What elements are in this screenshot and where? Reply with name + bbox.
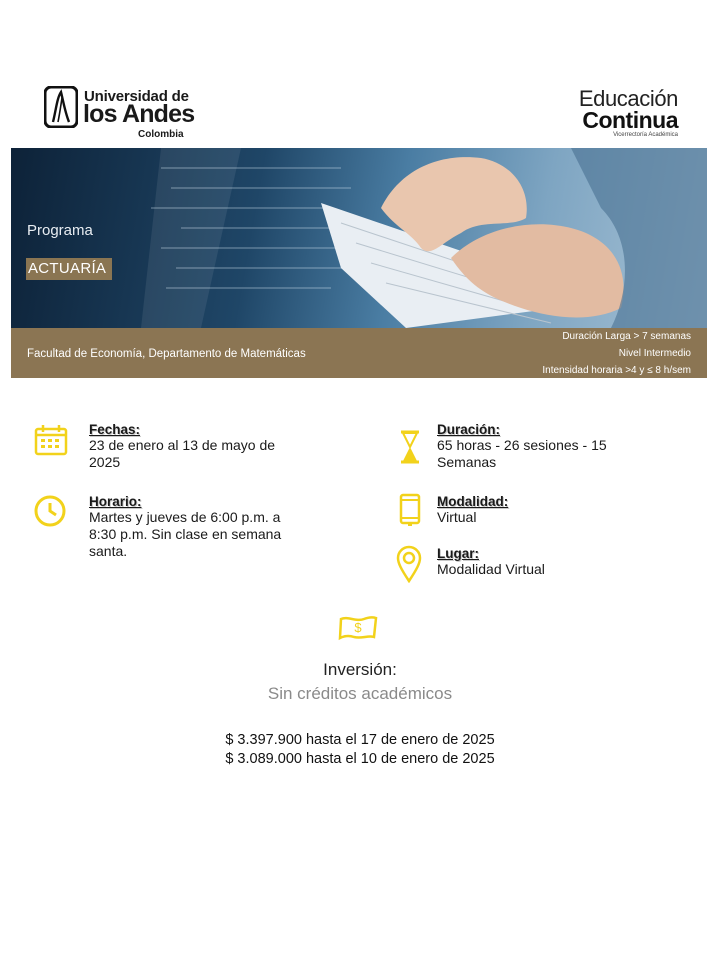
modalidad-value: Virtual: [437, 509, 477, 525]
lugar-value: Modalidad Virtual: [437, 561, 545, 577]
duracion-block: [437, 422, 637, 471]
level-text: Nivel Intermedio: [618, 348, 691, 359]
hourglass-icon: [399, 430, 421, 464]
intensity-text: Intensidad horaria >4 y ≤ 8 h/sem: [542, 365, 691, 376]
horario-label: Horario:: [89, 494, 142, 509]
price-line-1: $ 3.397.900 hasta el 17 de enero de 2025: [225, 732, 495, 748]
horario-value: Martes y jueves de 6:00 p.m. a 8:30 p.m. Sin clase en semana santa.: [89, 509, 282, 559]
money-icon: [338, 613, 378, 641]
clock-icon: [33, 494, 67, 528]
program-title-box: [26, 258, 112, 280]
horario-block: [89, 494, 299, 560]
andes-line2: los Andes: [83, 100, 195, 128]
fechas-block: [89, 422, 299, 471]
duracion-value: 65 horas - 26 sesiones - 15 Semanas: [437, 437, 607, 470]
educacion-continua-logo: [548, 86, 678, 146]
lugar-label: Lugar:: [437, 546, 479, 561]
fechas-label: Fechas:: [89, 422, 141, 437]
investment-title: Inversión:: [323, 660, 397, 679]
duration-type-text: Duración Larga > 7 semanas: [562, 331, 691, 342]
program-label: Programa: [27, 222, 93, 239]
faculty-text: Facultad de Economía, Departamento de Matemáticas: [27, 348, 306, 360]
investment-subtitle: Sin créditos académicos: [267, 684, 453, 703]
fechas-value: 23 de enero al 13 de mayo de 2025: [89, 437, 276, 470]
lugar-block: [437, 546, 637, 578]
modalidad-label: Modalidad:: [437, 494, 509, 509]
ec-line3: Vicerrectoría Académica: [613, 132, 678, 138]
program-title: ACTUARÍA: [28, 260, 107, 277]
ec-line2: Continua: [582, 107, 678, 133]
duracion-label: Duración:: [437, 422, 501, 437]
location-pin-icon: [396, 545, 422, 583]
svg-text:$: $: [354, 620, 362, 635]
andes-seal-icon: [44, 86, 78, 128]
program-info-band: [11, 328, 707, 378]
keyboard-hands-image: [11, 148, 707, 328]
price-line-2: $ 3.089.000 hasta el 10 de enero de 2025: [225, 751, 495, 767]
andes-line1: Universidad de: [84, 88, 189, 105]
universidad-andes-logo: [42, 84, 195, 144]
ec-line1: Educación: [578, 86, 678, 111]
program-banner: [11, 148, 707, 328]
andes-line3: Colombia: [138, 129, 184, 140]
tablet-icon: [399, 493, 421, 527]
modalidad-block: [437, 494, 637, 526]
calendar-icon: [34, 424, 68, 456]
